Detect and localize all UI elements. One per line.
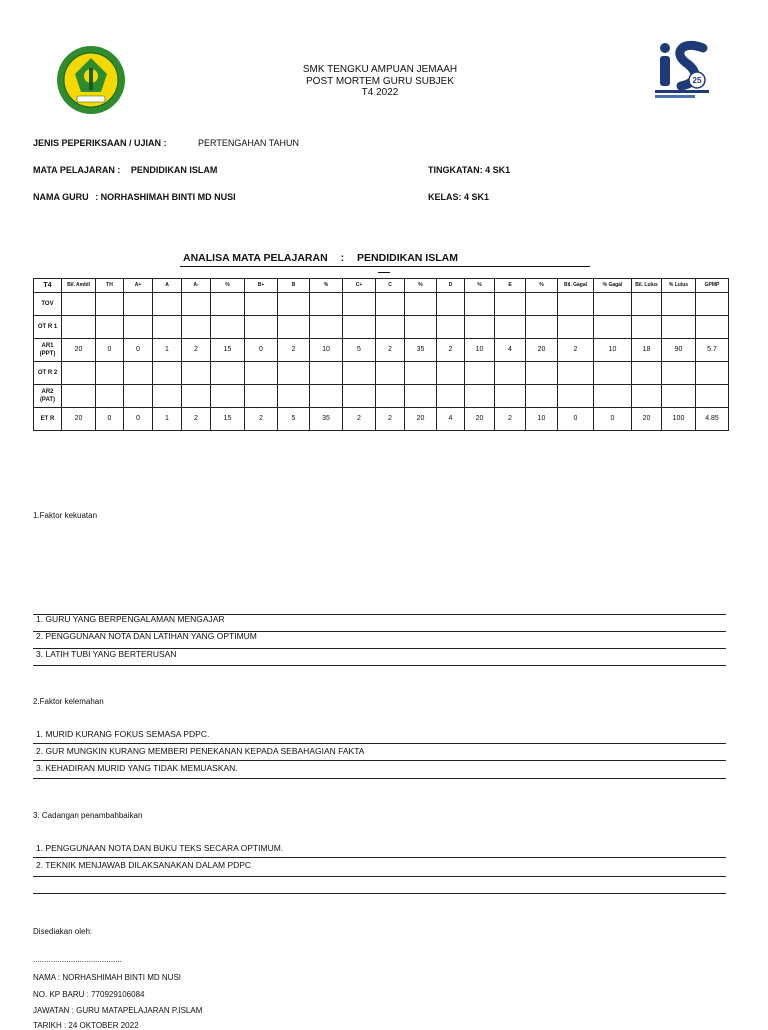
table-cell	[526, 362, 558, 385]
table-cell: 2	[278, 339, 310, 362]
column-header: %	[465, 279, 495, 293]
table-cell	[211, 362, 245, 385]
column-header: T4	[34, 279, 62, 293]
column-header: B	[278, 279, 310, 293]
subject-value: PENDIDIKAN ISLAM	[130, 165, 218, 175]
table-cell: 10	[594, 339, 632, 362]
column-header: C+	[343, 279, 376, 293]
exam-type-text: PERTENGAHAN TAHUN	[198, 138, 300, 148]
row-label: AR2 (PAT)	[34, 385, 62, 408]
table-cell: 20	[526, 339, 558, 362]
rule-line	[33, 876, 726, 877]
table-cell: 2	[182, 339, 211, 362]
table-cell	[245, 293, 278, 316]
table-cell	[278, 293, 310, 316]
table-row	[34, 385, 729, 408]
table-cell	[182, 385, 211, 408]
table-cell	[558, 316, 594, 339]
table-cell: 0	[96, 408, 124, 431]
table-cell	[376, 385, 405, 408]
weaknesses-heading: 2.Faktor kelemahan	[33, 697, 104, 706]
table-cell	[632, 293, 662, 316]
table-cell	[211, 385, 245, 408]
document-header	[230, 64, 530, 99]
column-header: E	[495, 279, 526, 293]
table-cell: 2	[343, 408, 376, 431]
table-cell	[405, 385, 437, 408]
signer-name: NAMA : NORHASHIMAH BINTI MD NUSI	[33, 973, 182, 982]
table-cell	[245, 316, 278, 339]
table-cell: 2	[245, 408, 278, 431]
table-cell	[437, 316, 465, 339]
table-cell: 4	[437, 408, 465, 431]
rule-line	[33, 760, 726, 761]
table-cell	[245, 362, 278, 385]
rule-line	[33, 778, 726, 779]
table-cell: 100	[662, 408, 696, 431]
column-header: Bil. Ambil	[62, 279, 96, 293]
table-cell	[495, 293, 526, 316]
table-cell	[558, 293, 594, 316]
exam-type-row	[33, 138, 167, 148]
table-cell: 20	[62, 408, 96, 431]
table-cell	[495, 316, 526, 339]
signature-dots: ........................................	[33, 955, 122, 964]
table-cell	[495, 362, 526, 385]
table-cell	[405, 293, 437, 316]
weakness-item-2: 2. GUR MUNGKIN KURANG MEMBERI PENEKANAN KEPADA SEBAHAGIAN FAKTA	[36, 746, 365, 756]
table-cell	[558, 385, 594, 408]
table-cell	[376, 316, 405, 339]
table-cell: 90	[662, 339, 696, 362]
table-cell	[96, 316, 124, 339]
table-cell: 20	[632, 408, 662, 431]
subject-row	[33, 165, 217, 175]
column-header: TH	[96, 279, 124, 293]
table-cell: 10	[465, 339, 495, 362]
column-header: Bil. Gagal	[558, 279, 594, 293]
table-cell	[153, 362, 182, 385]
row-label: OT R 2	[34, 362, 62, 385]
table-cell	[526, 293, 558, 316]
table-cell	[182, 293, 211, 316]
prepared-by-label: Disediakan oleh:	[33, 927, 93, 936]
table-cell	[594, 316, 632, 339]
table-cell	[405, 316, 437, 339]
table-cell	[465, 362, 495, 385]
rule-line	[33, 857, 726, 858]
signer-date: TARIKH : 24 OKTOBER 2022	[33, 1021, 139, 1030]
table-cell	[696, 293, 729, 316]
column-header: A+	[124, 279, 153, 293]
table-cell: 4.85	[696, 408, 729, 431]
table-cell	[465, 385, 495, 408]
table-cell	[278, 316, 310, 339]
table-cell: 1	[153, 339, 182, 362]
table-cell	[632, 316, 662, 339]
analysis-title	[183, 252, 458, 264]
teacher-label: NAMA GURU	[33, 192, 89, 202]
table-row	[34, 316, 729, 339]
row-label: TOV	[34, 293, 62, 316]
table-cell	[211, 316, 245, 339]
school-name: SMK TENGKU AMPUAN JEMAAH	[302, 64, 458, 75]
title-underline	[180, 266, 590, 267]
table-cell	[405, 362, 437, 385]
table-cell	[96, 293, 124, 316]
column-header: D	[437, 279, 465, 293]
table-cell: 5	[343, 339, 376, 362]
table-cell	[526, 385, 558, 408]
table-cell	[310, 385, 343, 408]
rule-line	[33, 743, 726, 744]
improvements-heading: 3. Cadangan penambahbaikan	[33, 811, 143, 820]
exam-type-label: JENIS PEPERIKSAAN / UJIAN :	[33, 138, 167, 148]
table-cell: 0	[594, 408, 632, 431]
table-cell	[182, 316, 211, 339]
table-cell	[182, 362, 211, 385]
table-cell: 5	[278, 408, 310, 431]
table-cell	[696, 362, 729, 385]
table-cell	[153, 385, 182, 408]
table-cell: 15	[211, 339, 245, 362]
table-row	[34, 339, 729, 362]
analysis-separator: :	[340, 252, 345, 264]
table-cell	[662, 316, 696, 339]
table-row	[34, 293, 729, 316]
column-header: B+	[245, 279, 278, 293]
table-cell	[124, 362, 153, 385]
table-cell	[343, 362, 376, 385]
table-cell: 4	[495, 339, 526, 362]
table-cell: 0	[124, 339, 153, 362]
weakness-item-3: 3. KEHADIRAN MURID YANG TIDAK MEMUASKAN.	[36, 763, 238, 773]
rule-line	[33, 893, 726, 894]
table-cell	[62, 293, 96, 316]
column-header: A-	[182, 279, 211, 293]
signer-ic: NO. KP BARU : 770929106084	[33, 990, 145, 999]
strength-item-3: 3. LATIH TUBI YANG BERTERUSAN	[36, 649, 177, 659]
title-tick-mark	[378, 272, 390, 273]
table-cell: 2	[376, 408, 405, 431]
table-cell: 0	[96, 339, 124, 362]
improvement-item-2: 2. TEKNIK MENJAWAB DILAKSANAKAN DALAM PDPC	[36, 860, 252, 870]
teacher-row	[33, 192, 236, 202]
table-cell	[96, 385, 124, 408]
table-cell	[526, 316, 558, 339]
table-cell: 0	[558, 408, 594, 431]
table-cell	[62, 385, 96, 408]
row-label: AR1 (PPT)	[34, 339, 62, 362]
form-level: TINGKATAN: 4 SK1	[428, 165, 511, 175]
table-cell: 20	[405, 408, 437, 431]
table-cell: 10	[526, 408, 558, 431]
class-name: KELAS: 4 SK1	[428, 192, 490, 202]
row-label: ET R	[34, 408, 62, 431]
table-row	[34, 408, 729, 431]
table-cell: 2	[376, 339, 405, 362]
table-cell	[343, 293, 376, 316]
table-header-row	[34, 279, 729, 293]
analysis-label: ANALISA MATA PELAJARAN	[183, 252, 328, 264]
table-cell	[310, 293, 343, 316]
table-cell	[662, 362, 696, 385]
table-cell	[376, 293, 405, 316]
document-title: POST MORTEM GURU SUBJEK	[306, 75, 454, 87]
row-label: OT R 1	[34, 316, 62, 339]
table-cell	[245, 385, 278, 408]
form-year: T4 2022	[361, 87, 399, 98]
table-cell	[343, 385, 376, 408]
table-cell	[696, 385, 729, 408]
table-cell	[495, 385, 526, 408]
table-cell	[124, 385, 153, 408]
table-cell: 20	[465, 408, 495, 431]
table-cell: 1	[153, 408, 182, 431]
svg-text:25: 25	[692, 76, 702, 85]
rule-line	[33, 665, 726, 666]
column-header: % Lulus	[662, 279, 696, 293]
table-cell: 5.7	[696, 339, 729, 362]
table-cell	[376, 362, 405, 385]
table-cell	[343, 316, 376, 339]
table-row	[34, 362, 729, 385]
column-header: %	[526, 279, 558, 293]
table-cell: 2	[182, 408, 211, 431]
table-cell	[594, 385, 632, 408]
exam-type-value	[198, 138, 299, 148]
results-table	[33, 278, 729, 431]
table-cell: 15	[211, 408, 245, 431]
table-cell	[96, 362, 124, 385]
table-cell: 2	[437, 339, 465, 362]
ministry-25-logo	[653, 38, 711, 100]
table-cell: 35	[310, 408, 343, 431]
table-cell	[558, 362, 594, 385]
table-cell	[153, 293, 182, 316]
table-cell	[662, 293, 696, 316]
table-cell	[310, 316, 343, 339]
table-cell: 35	[405, 339, 437, 362]
weakness-item-1: 1. MURID KURANG FOKUS SEMASA PDPC.	[36, 729, 210, 739]
table-cell	[62, 362, 96, 385]
table-cell	[632, 385, 662, 408]
school-crest-logo	[55, 44, 127, 116]
table-cell	[696, 316, 729, 339]
table-cell: 10	[310, 339, 343, 362]
subject-label: MATA PELAJARAN :	[33, 165, 121, 175]
analysis-subject: PENDIDIKAN ISLAM	[357, 252, 458, 264]
table-cell	[437, 385, 465, 408]
table-cell	[594, 362, 632, 385]
strength-item-1: 1. GURU YANG BERPENGALAMAN MENGAJAR	[36, 614, 225, 624]
table-cell: 2	[558, 339, 594, 362]
column-header: % Gagal	[594, 279, 632, 293]
table-cell	[278, 385, 310, 408]
strengths-heading: 1.Faktor kekuatan	[33, 511, 98, 520]
table-cell: 0	[245, 339, 278, 362]
table-cell: 2	[495, 408, 526, 431]
strength-item-2: 2. PENGGUNAAN NOTA DAN LATIHAN YANG OPTIMUM	[36, 631, 257, 641]
table-cell	[124, 293, 153, 316]
signer-position: JAWATAN : GURU MATAPELAJARAN P.ISLAM	[33, 1006, 203, 1015]
column-header: %	[211, 279, 245, 293]
column-header: A	[153, 279, 182, 293]
table-cell	[153, 316, 182, 339]
table-cell: 0	[124, 408, 153, 431]
teacher-value: : NORHASHIMAH BINTI MD NUSI	[95, 192, 236, 202]
table-cell: 18	[632, 339, 662, 362]
table-cell	[437, 362, 465, 385]
column-header: Bil. Lulus	[632, 279, 662, 293]
table-cell	[310, 362, 343, 385]
table-cell	[437, 293, 465, 316]
table-cell	[124, 316, 153, 339]
table-cell: 20	[62, 339, 96, 362]
column-header: %	[405, 279, 437, 293]
improvement-item-1: 1. PENGGUNAAN NOTA DAN BUKU TEKS SECARA OPTIMUM.	[36, 843, 284, 853]
column-header: %	[310, 279, 343, 293]
table-cell	[594, 293, 632, 316]
table-cell	[211, 293, 245, 316]
table-cell	[465, 293, 495, 316]
column-header: GPMP	[696, 279, 729, 293]
table-cell	[662, 385, 696, 408]
table-cell	[278, 362, 310, 385]
column-header: C	[376, 279, 405, 293]
table-cell	[62, 316, 96, 339]
table-cell	[465, 316, 495, 339]
table-cell	[632, 362, 662, 385]
